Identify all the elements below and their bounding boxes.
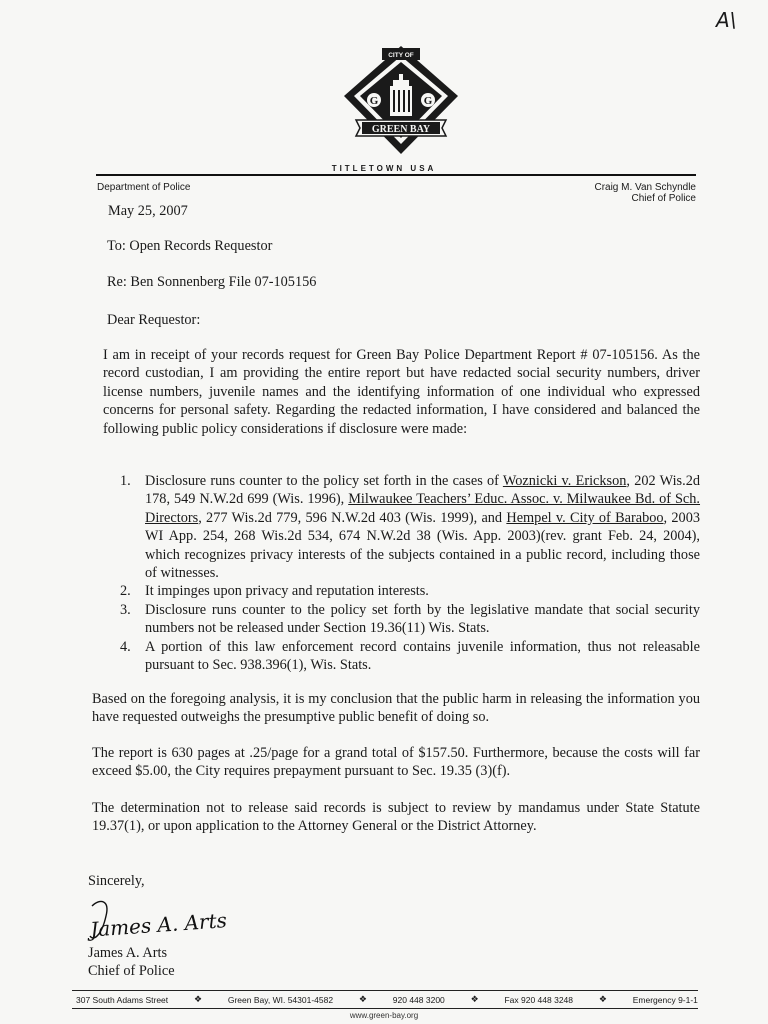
letterhead-chief-name: Craig M. Van Schyndle bbox=[594, 182, 696, 193]
signer-title: Chief of Police bbox=[88, 963, 175, 979]
list-item-number: 2. bbox=[120, 583, 131, 600]
review-paragraph: The determination not to release said records is subject to review by mandamus under State Statute 19.37(1), or upon application to the Attorney General or the District Attorney. bbox=[92, 800, 700, 835]
list-item-text: It impinges upon privacy and reputation interests. bbox=[145, 583, 429, 600]
list-item-number: 1. bbox=[120, 473, 131, 489]
list-item bbox=[120, 472, 700, 582]
letter-date: May 25, 2007 bbox=[108, 203, 188, 219]
list-item bbox=[120, 638, 700, 675]
logo-right-letter: G bbox=[423, 95, 433, 107]
tagline: TITLETOWN USA bbox=[331, 164, 437, 173]
footer-phone: 920 448 3200 bbox=[392, 994, 445, 1005]
logo-banner-text: GREEN BAY bbox=[371, 124, 431, 135]
footer-emergency: Emergency 9-1-1 bbox=[632, 994, 698, 1005]
letter-closing: Sincerely, bbox=[88, 873, 145, 889]
list-item-number: 4. bbox=[120, 638, 131, 655]
cost-paragraph: The report is 630 pages at .25/page for a grand total of $157.50. Furthermore, because the costs will far exceed $5.00, the City requires prepayment pursuant to Sec. 19.35 (3)(f). bbox=[92, 745, 700, 780]
department-name: Department of Police bbox=[97, 182, 191, 193]
footer-fax: Fax 920 448 3248 bbox=[504, 994, 574, 1005]
letterhead-footer bbox=[76, 994, 698, 1005]
list-item-text: , 202 Wis.2d 178, 549 N.W.2d 699 (Wis. 1996), bbox=[145, 473, 700, 508]
footer-website: www.green-bay.org bbox=[349, 1011, 419, 1020]
header-rule bbox=[96, 174, 696, 176]
footer-city: Green Bay, WI. 54301-4582 bbox=[227, 994, 334, 1005]
letterhead-chief-title: Chief of Police bbox=[631, 193, 696, 204]
handwritten-signature bbox=[86, 894, 236, 950]
footer-rule bbox=[72, 990, 698, 991]
list-item-text: Disclosure runs counter to the policy set forth by the legislative mandate that social security numbers not be released under Section 19.36(11) Wis. Stats. bbox=[145, 601, 700, 637]
handwritten-page-mark: A\ bbox=[716, 8, 737, 32]
case-citation: Milwaukee Teachers’ Educ. Assoc. v. Milwaukee Bd. of Sch. Directors bbox=[145, 491, 701, 526]
signer-name: James A. Arts bbox=[88, 945, 168, 961]
footer-separator: ❖ bbox=[358, 994, 367, 1004]
city-seal-logo bbox=[338, 40, 464, 160]
footer-separator: ❖ bbox=[470, 994, 479, 1004]
letterhead-chief bbox=[594, 182, 696, 204]
letter-salutation: Dear Requestor: bbox=[107, 312, 201, 328]
list-item-text: , 277 Wis.2d 779, 596 N.W.2d 403 (Wis. 1999), and bbox=[198, 509, 507, 526]
policy-considerations-list bbox=[120, 472, 700, 674]
case-citation: Hempel v. City of Baraboo bbox=[506, 509, 664, 526]
list-item-number: 3. bbox=[120, 601, 131, 618]
logo-left-letter: G bbox=[369, 95, 379, 107]
footer-separator: ❖ bbox=[598, 994, 607, 1004]
footer-separator: ❖ bbox=[193, 994, 203, 1004]
letter-subject: Re: Ben Sonnenberg File 07-105156 bbox=[107, 274, 317, 290]
intro-paragraph: I am in receipt of your records request for Green Bay Police Department Report # 07-105156. As the record custodian, I am providing the entire report but have redacted social security numbers, driver license numbers, juvenile names and the identifying information of one individual who expressed concerns for personal safety. Regarding the redacted information, I have considered and balanced the following public policy considerations if disclosure were made: bbox=[103, 347, 700, 437]
conclusion-paragraph: Based on the foregoing analysis, it is my conclusion that the public harm in releasing the information you have requested outweighs the presumptive public benefit of doing so. bbox=[92, 691, 700, 726]
list-item bbox=[120, 582, 700, 600]
letter-recipient: To: Open Records Requestor bbox=[107, 238, 273, 254]
signature-text: James A. Arts bbox=[89, 908, 228, 942]
list-item bbox=[120, 601, 700, 638]
list-item-text: A portion of this law enforcement record contains juvenile information, thus not releasable pursuant to Sec. 938.396(1), Wis. Stats. bbox=[145, 638, 700, 674]
list-item-text: Disclosure runs counter to the policy set forth in the cases of bbox=[145, 473, 503, 489]
case-citation: Woznicki v. Erickson bbox=[502, 473, 627, 489]
footer-address: 307 South Adams Street bbox=[76, 994, 169, 1005]
list-item-text: , 2003 WI App. 254, 268 Wis.2d 534, 674 N.W.2d 38 (Wis. App. 2003)(rev. grant Feb. 24, 2004), which recognizes privacy interests of the subjects contained in a public record, including those of witnesses. bbox=[145, 509, 700, 582]
logo-top-text: CITY OF bbox=[388, 52, 414, 59]
footer-rule bbox=[72, 1008, 698, 1009]
